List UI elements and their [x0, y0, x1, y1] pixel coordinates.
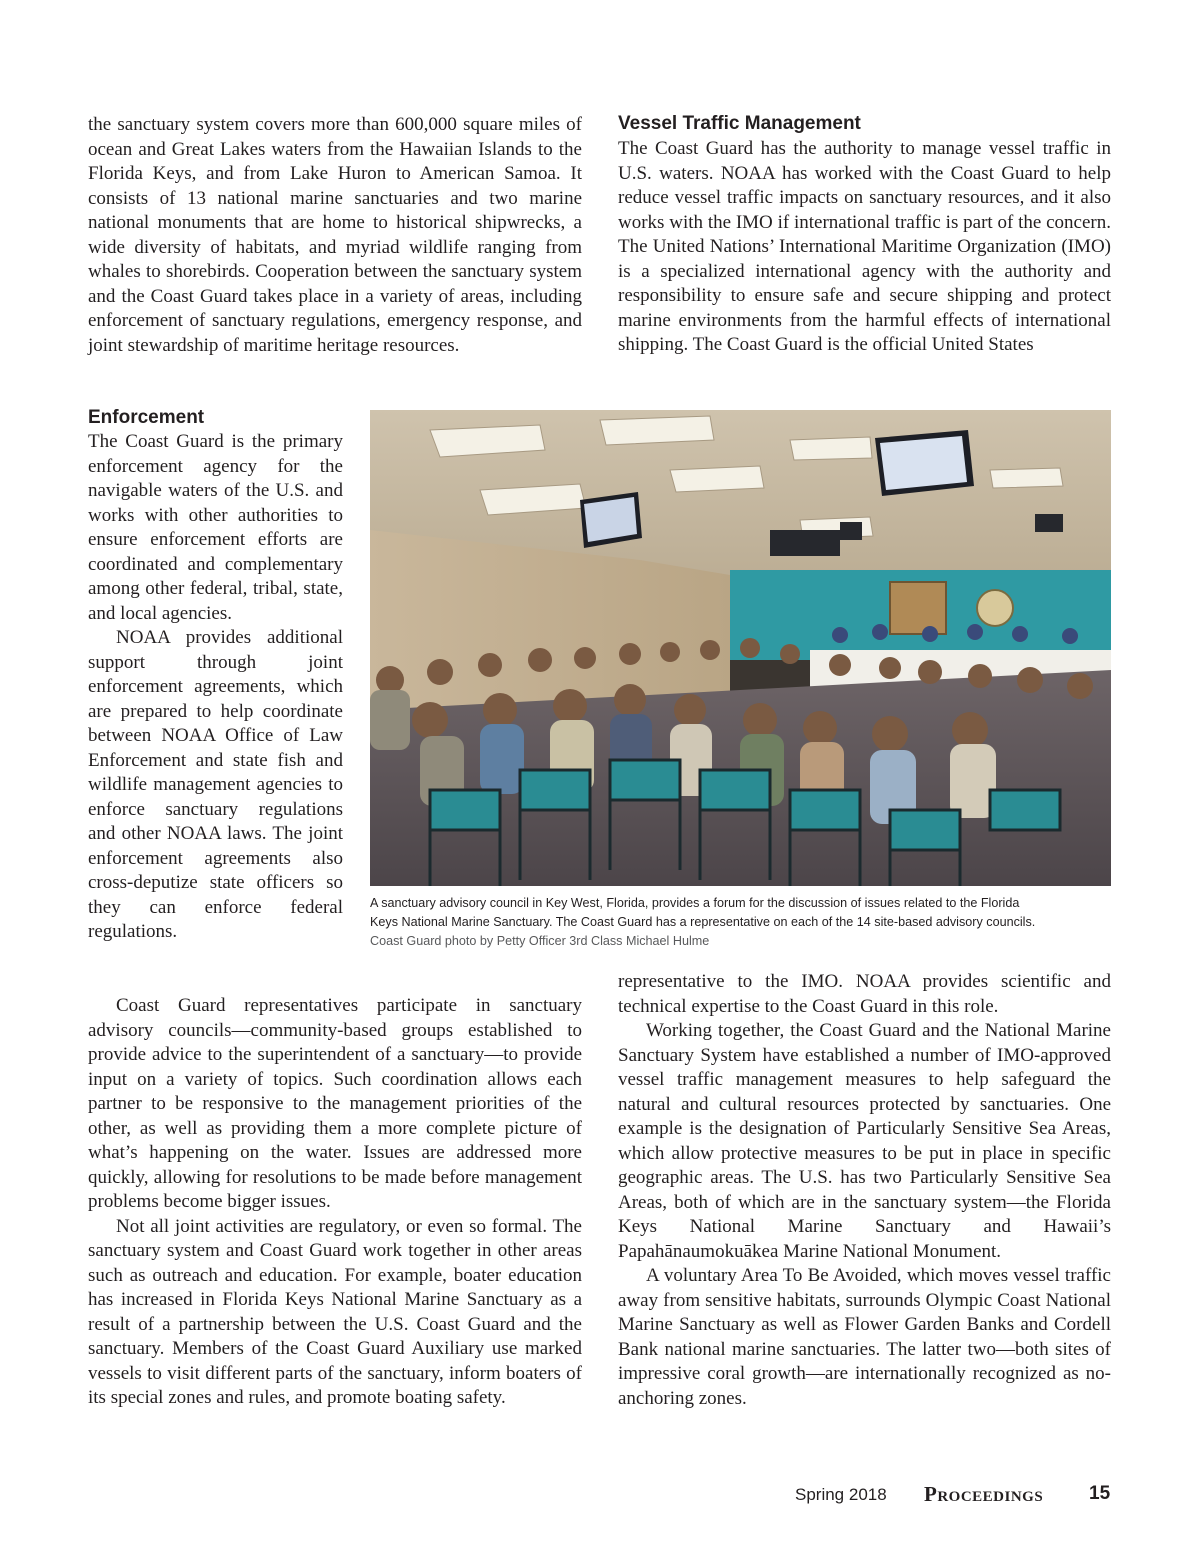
enforcement-text-block [88, 430, 343, 945]
footer-season: Spring 2018 [795, 1485, 887, 1504]
vessel-traffic-heading: Vessel Traffic Management [618, 113, 861, 134]
intro-text-block [88, 113, 582, 358]
intro-paragraph: the sanctuary system covers more than 600,000 square miles of ocean and Great Lakes waters from the Hawaiian Islands to the Florida Keys, and from Lake Huron to American Samoa. It consists of 13 national marine sanctuaries and two marine national monuments that are home to historical shipwrecks, a wide diversity of habitats, and myriad wildlife ranging from whales to shorebirds. Cooperation between the sanctuary system and the Coast Guard takes place in a variety of areas, including enforcement of sanctuary regulations, emergency response, and joint stewardship of maritime heritage resources. [88, 114, 582, 356]
vessel-traffic-text-bottom [618, 970, 1111, 1411]
left-lower-text-block [88, 994, 582, 1411]
photo-caption [370, 894, 1114, 951]
advisory-council-photo [370, 410, 1111, 886]
advisory-councils-paragraph: Coast Guard representatives participate in sanctuary advisory councils—community-based groups established to provide advice to the superintendent of a sanctuary—to provide input on a variety of topics. Such coordination allows each partner to be responsive to the management priorities of the other, as well as providing them a more complete picture of what’s happening on the water. Issues are addressed more quickly, allowing for resolutions to be made before management problems become bigger issues. [88, 995, 582, 1212]
footer-page-number: 15 [1089, 1483, 1111, 1504]
enforcement-heading: Enforcement [88, 407, 205, 428]
photo-credit: Coast Guard photo by Petty Officer 3rd Class Michael Hulme [370, 934, 710, 948]
vessel-traffic-paragraph-3: A voluntary Area To Be Avoided, which moves vessel traffic away from sensitive habitats, surrounds Olympic Coast National Marine Sanctuary as well as Flower Garden Banks and Cordell Bank national marine sanctuaries. The latter two—both sites of impressive coral growth—are internationally recognized as no-anchoring zones. [618, 1265, 1111, 1409]
footer-magazine-title: Proceedings [924, 1482, 1044, 1506]
vessel-traffic-paragraph-1: The Coast Guard has the authority to manage vessel traffic in U.S. waters. NOAA has worked with the Coast Guard to help reduce vessel traffic impacts on sanctuary resources, and it also works with the IMO if international traffic is part of the concern. The United Nations’ International Maritime Organization (IMO) is a specialized international agency with the authority and responsibility to ensure safe and secure shipping and protect marine environments from the harmful effects of international shipping. The Coast Guard is the official United States [618, 138, 1111, 355]
outreach-paragraph: Not all joint activities are regulatory, or even so formal. The sanctuary system and Coast Guard work together in other areas such as outreach and education. For example, boater education has increased in Florida Keys National Marine Sanctuary as a result of a partnership between the U.S. Coast Guard and the sanctuary. Members of the Coast Guard Auxiliary use marked vessels to visit different parts of the sanctuary, inform boaters of its special zones and rules, and promote boating safety. [88, 1215, 582, 1408]
vessel-traffic-paragraph-2: Working together, the Coast Guard and the National Marine Sanctuary System have established a number of IMO-approved vessel traffic management measures to help safeguard the natural and cultural resources protected by sanctuaries. One example is the designation of Particularly Sensitive Sea Areas, which allow protective measures to be put in place in specific geographic areas. The U.S. has two Particularly Sensitive Sea Areas, both of which are in the sanctuary system—the Florida Keys National Marine Sanctuary and Hawaii’s Papahānaumokuākea Marine National Monument. [618, 1020, 1111, 1262]
caption-line-1: A sanctuary advisory council in Key West, Florida, provides a forum for the discussion of issues related to the Florida [370, 896, 1020, 910]
enforcement-paragraph-2: NOAA provides additional support through joint enforcement agreements, which are prepared to help coordinate between NOAA Office of Law Enforcement and state fish and wildlife management agencies to enforce sanctuary regulations and other NOAA laws. The joint enforcement agreements also cross-deputize state officers so they can enforce federal regulations. [88, 627, 343, 942]
vessel-traffic-text-top [618, 137, 1111, 358]
enforcement-paragraph-1: The Coast Guard is the primary enforcement agency for the navigable waters of the U.S. and works with other authorities to ensure enforcement efforts are coordinated and complementary among other federal, tribal, state, and local agencies. [88, 431, 343, 624]
caption-line-2: Keys National Marine Sanctuary. The Coast Guard has a representative on each of the 14 site-based advisory councils. [370, 915, 1036, 929]
vessel-traffic-paragraph-1-continued: representative to the IMO. NOAA provides scientific and technical expertise to the Coast Guard in this role. [618, 971, 1111, 1017]
